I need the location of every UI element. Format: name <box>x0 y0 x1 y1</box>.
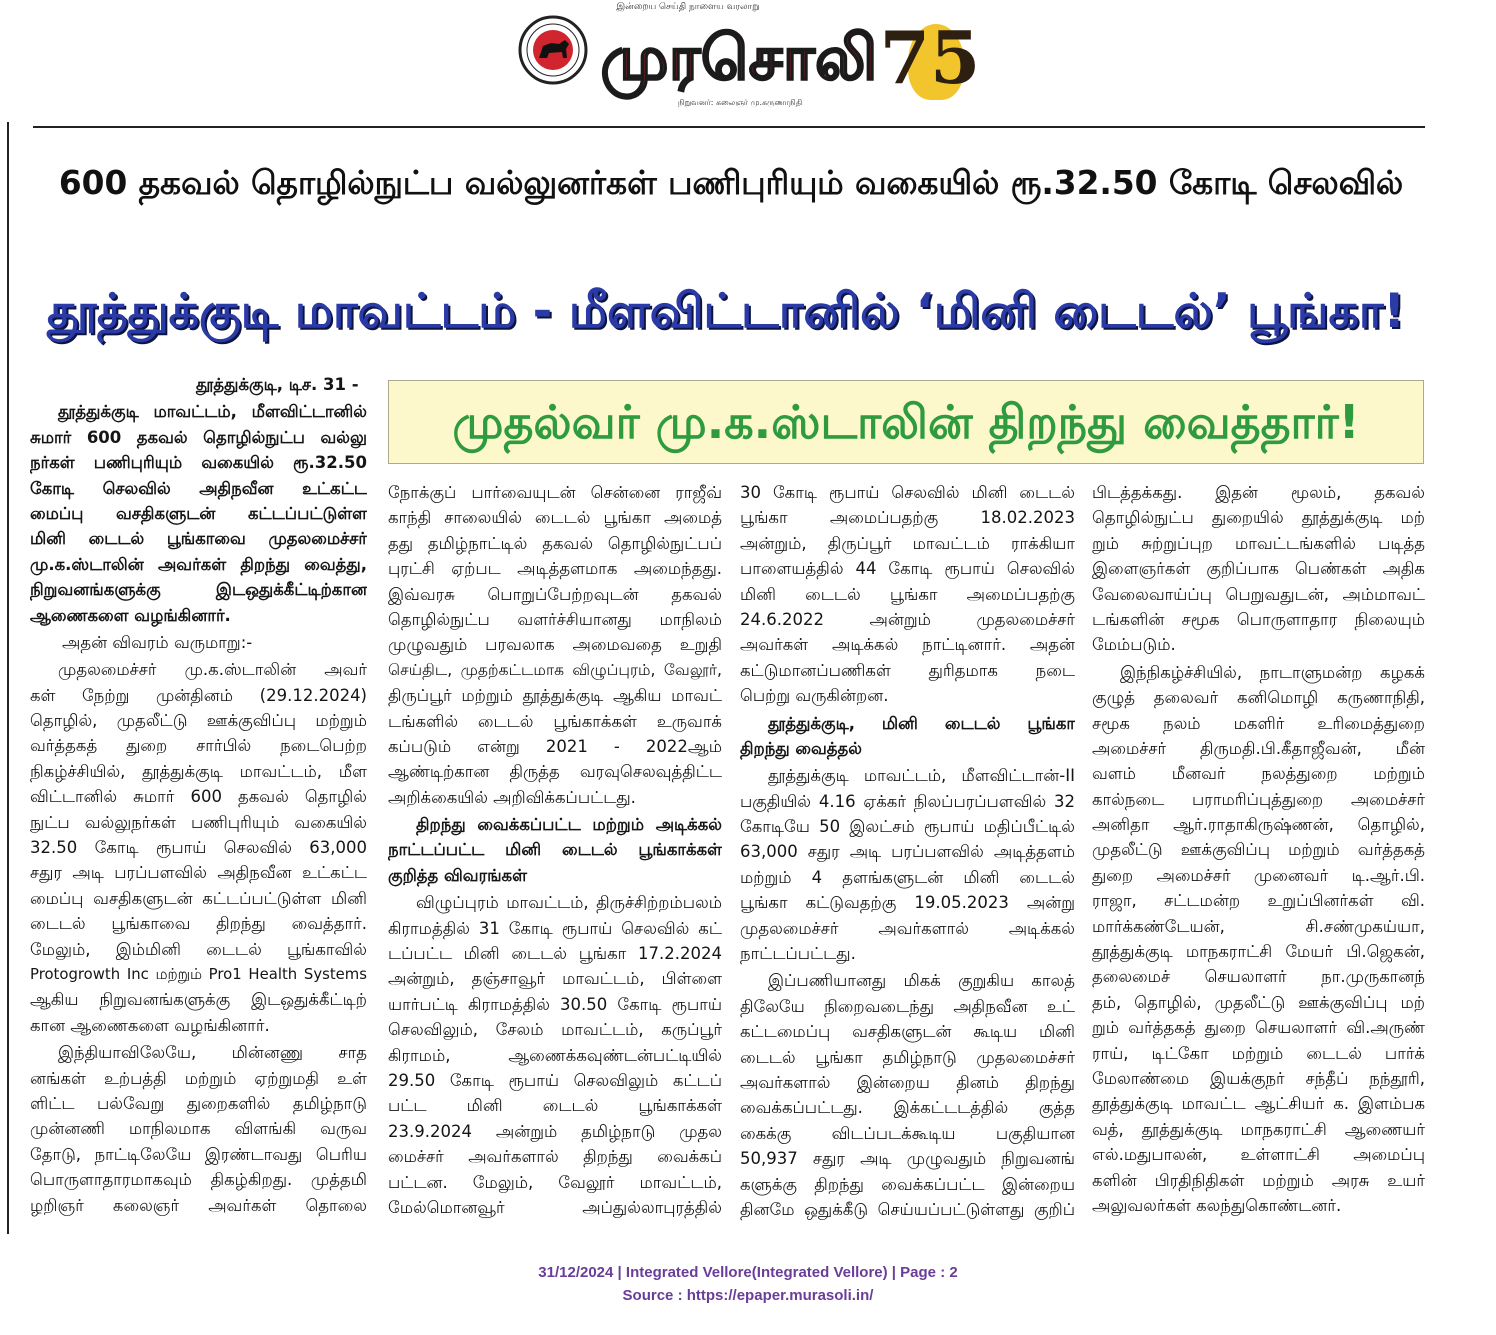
text-line: விட்டானில் சுமார் 600 தகவல் தொழில் <box>30 787 367 807</box>
text-line: அலுவலர்கள் கலந்துகொண்டனர். <box>1092 1195 1342 1215</box>
text-line: தம், தொழில், முதலீட்டு ஊக்குவிப்பு மற் <box>1092 992 1425 1012</box>
text-line: மேல்மொனவூர் அப்துல்லாபுரத்தில் <box>388 1197 722 1217</box>
subheading <box>388 812 722 888</box>
article-column-3 <box>740 480 1075 1222</box>
text-line: கட்டமைப்பு வசதிகளுடன் கூடிய மினி <box>740 1022 1075 1042</box>
text-line: கான ஆணைகளை வழங்கினார். <box>30 1015 270 1035</box>
paragraph <box>30 1040 367 1218</box>
text-line: வேலைவாய்ப்பு பெறுவதுடன், அம்மாவட் <box>1092 584 1425 604</box>
text-line: கள் நேற்று முன்தினம் (29.12.2024) <box>30 685 367 705</box>
text-line: தொழில்நுட்ப வளர்ச்சியானது மாநிலம் <box>388 609 722 629</box>
dateline <box>30 372 367 397</box>
text-line: பகுதியில் 4.16 ஏக்கர் நிலப்பரப்பளவில் 32 <box>740 791 1075 811</box>
text-line: 23.9.2024 அன்றும் தமிழ்நாடு முதல <box>388 1121 722 1141</box>
text-line: அவர்கள் அடிக்கல் நாட்டினார். அதன் <box>740 635 1075 655</box>
text-line: டைடல் பூங்கா தமிழ்நாடு முதலமைச்சர் <box>740 1047 1075 1067</box>
text-line: அதன் விவரம் வருமாறு:- <box>62 632 253 652</box>
text-line: நோக்குப் பார்வையுடன் சென்னை ராஜீவ் <box>388 483 722 502</box>
text-line: டங்களின் சமூக பொருளாதார நிலையும் <box>1092 609 1425 629</box>
kicker-headline: 600 தகவல் தொழில்நுட்ப வல்லுனர்கள் பணிபுரியும் வகையில் ரூ.32.50 கோடி செலவில் <box>58 164 1404 202</box>
text-line: டப்பட்ட மினி டைடல் பூங்கா 17.2.2024 <box>388 944 722 964</box>
text-line: பட்டன. மேலும், வேலூர் மாவட்டம், <box>388 1172 722 1192</box>
text-line: தொழில், முதலீட்டு ஊக்குவிப்பு மற்றும் <box>30 711 367 731</box>
text-line: இந்தியாவிலேயே, மின்னணு சாத <box>58 1043 367 1063</box>
text-line: குழுத் தலைவர் கனிமொழி கருணாநிதி, <box>1092 688 1425 708</box>
text-line: தூத்துக்குடி, டிச. 31 - <box>196 375 359 394</box>
text-line: மு.க.ஸ்டாலின் அவர்கள் திறந்து வைத்து, <box>30 554 367 574</box>
text-line: முதலீட்டு ஊக்குவிப்பு மற்றும் வர்த்தகத் <box>1092 840 1425 860</box>
text-line: கிராமத்தில் 31 கோடி ரூபாய் செலவில் கட் <box>388 918 722 938</box>
masthead-tagline: இன்றைய செய்தி நாளைய வரலாறு <box>616 2 760 12</box>
text-line: திலேயே நிறைவடைந்து அதிநவீன உட் <box>740 996 1075 1016</box>
footer-edition-info: 31/12/2024 | Integrated Vellore(Integrated Vellore) | Page : 2 <box>538 1264 958 1281</box>
text-line: கட்டுமானப்பணிகள் துரிதமாக நடை <box>740 660 1075 680</box>
footer-source: Source : https://epaper.murasoli.in/ <box>622 1287 874 1304</box>
text-line: பூங்கா கட்டுவதற்கு 19.05.2023 அன்று <box>740 893 1075 913</box>
intro-line <box>30 630 367 655</box>
text-line: அனிதா ஆர்.ராதாகிருஷ்ணன், தொழில், <box>1092 815 1425 835</box>
text-line: மார்க்கண்டேயன், சி.சண்முகய்யா, <box>1092 916 1425 936</box>
text-line: ஆகிய நிறுவனங்களுக்கு இடஒதுக்கீட்டிற் <box>30 990 367 1010</box>
text-line: தது தமிழ்நாட்டில் தகவல் தொழில்நுட்பப் <box>388 533 722 553</box>
text-line: வர்த்தகத் துறை சார்பில் நடைபெற்ற <box>30 736 367 756</box>
text-line: தலைமைச் செயலாளர் நா.முருகானந் <box>1092 967 1425 987</box>
subhead-box <box>388 380 1424 464</box>
text-line: பூங்கா அமைப்பதற்கு 18.02.2023 <box>740 508 1075 528</box>
text-line: மேலாண்மை இயக்குநர் சந்தீப் நந்தூரி, <box>1092 1068 1425 1088</box>
masthead-founder: நிறுவனர்: கலைஞர் மு.கருணாநிதி <box>677 98 803 107</box>
text-line: மற்றும் 4 தளங்களுடன் மினி டைடல் <box>740 867 1075 887</box>
text-line: யார்பட்டி கிராமத்தில் 30.50 கோடி ரூபாய் <box>388 994 722 1014</box>
text-line: இப்பணியானது மிகக் குறுகிய காலத் <box>768 971 1075 991</box>
text-line: வளம் மீனவர் நலத்துறை மற்றும் <box>1092 764 1425 784</box>
text-line: னங்கள் உற்பத்தி மற்றும் ஏற்றுமதி உள் <box>30 1068 367 1088</box>
text-line: தொழில்நுட்ப துறையில் தூத்துக்குடி மற் <box>1092 508 1425 528</box>
text-line: தினமே ஒதுக்கீடு செய்யப்பட்டுள்ளது குறிப் <box>740 1199 1075 1219</box>
text-line: முதலமைச்சர் மு.க.ஸ்டாலின் அவர் <box>58 660 367 680</box>
text-line: நாட்டப்பட்டது. <box>740 944 856 964</box>
text-line: நர்கள் பணிபுரியும் வகையில் ரூ.32.50 <box>30 453 367 473</box>
text-line: பொருளாதாரமாகவும் திகழ்கிறது. முத்தமி <box>30 1170 367 1190</box>
text-line: புரட்சி ஏற்பட அடித்தளமாக அமைந்தது. <box>388 559 722 579</box>
text-line: 50,937 சதுர அடி முழுவதும் நிறுவனங் <box>740 1149 1075 1169</box>
text-line: 63,000 சதுர அடி பரப்பளவில் அடித்தளம் <box>740 842 1075 862</box>
murasoli-logo <box>517 14 589 86</box>
text-line: தூத்துக்குடி மாநகராட்சி மேயர் பி.ஜெகன், <box>1092 942 1425 962</box>
text-line: தூத்துக்குடி மாவட்டம், மீளவிட்டான்-II <box>768 766 1075 786</box>
text-line: டங்களில் டைடல் பூங்காக்கள் உருவாக் <box>388 711 722 731</box>
text-line: சதுர அடி பரப்பளவில் அதிநவீன உட்கட்ட <box>30 863 367 883</box>
text-line: நிறுவனங்களுக்கு இடஒதுக்கீட்டிற்கான <box>30 580 367 600</box>
text-line: விழுப்புரம் மாவட்டம், திருச்சிற்றம்பலம் <box>416 893 722 913</box>
paragraph <box>1092 660 1425 1219</box>
article-column-2 <box>388 480 722 1220</box>
text-line: நுட்ப வல்லுநர்கள் பணிபுரியும் வகையில் <box>30 812 367 832</box>
text-line: பட்ட மினி டைடல் பூங்காக்கள் <box>388 1096 722 1116</box>
text-line: 32.50 கோடி ரூபாய் செலவில் 63,000 <box>30 838 367 858</box>
text-line: மைப்பு வசதிகளுடன் கட்டப்பட்டுள்ள <box>30 503 367 523</box>
text-line: மேம்படும். <box>1092 635 1176 655</box>
text-line: நாட்டப்பட்ட மினி டைடல் பூங்காக்கள் <box>388 840 722 860</box>
paragraph <box>740 763 1075 966</box>
article-column-4 <box>1092 480 1425 1218</box>
text-line: Protogrowth Inc மற்றும் Pro1 Health Systems <box>30 964 367 983</box>
text-line: கப்படும் என்று 2021 - 2022ஆம் <box>388 736 722 756</box>
text-line: மைச்சர் அவர்களால் திறந்து வைக்கப் <box>388 1147 722 1167</box>
text-line: வத், தூத்துக்குடி மாநகராட்சி ஆணையர் <box>1092 1119 1425 1139</box>
text-line: ளிட்ட பல்வேறு துறைகளில் தமிழ்நாடு <box>30 1093 367 1113</box>
text-line: மினி டைடல் பூங்காவை முதலமைச்சர் <box>30 529 367 549</box>
continued-paragraph <box>740 480 1075 709</box>
text-line: கோடியே 50 இலட்சம் ரூபாய் மதிப்பீட்டில் <box>740 817 1075 837</box>
text-line: ஆண்டிற்கான திருத்த வரவுசெலவுத்திட்ட <box>388 762 722 782</box>
text-line: மினி டைடல் பூங்கா அமைப்பதற்கு <box>740 584 1075 604</box>
text-line: பிடத்தக்கது. இதன் மூலம், தகவல் <box>1092 483 1425 502</box>
text-line: பெற்று வருகின்றன. <box>740 686 889 706</box>
text-line: அவர்களால் இன்றைய தினம் திறந்து <box>740 1072 1075 1092</box>
text-line: முழுவதும் பரவலாக அமைவதை உறுதி <box>388 635 722 655</box>
text-line: தூத்துக்குடி மாவட்ட ஆட்சியர் க. இளம்பக <box>1092 1094 1425 1114</box>
text-line: சமூக நலம் மகளிர் உரிமைத்துறை <box>1092 713 1425 733</box>
article-column-1 <box>30 372 367 1218</box>
text-line: வைக்கப்பட்டது. இக்கட்டடத்தில் குத்த <box>740 1098 1075 1118</box>
text-line: ழறிஞர் கலைஞர் அவர்கள் தொலை <box>30 1195 367 1215</box>
text-line: ராய், டிட்கோ மற்றும் டைடல் பார்க் <box>1092 1043 1425 1063</box>
text-line: சுமார் 600 தகவல் தொழில்நுட்ப வல்லு <box>30 427 367 447</box>
anniversary-number: 75 <box>879 16 981 101</box>
text-line: செய்திட, முதற்கட்டமாக விழுப்புரம், வேலூர், <box>388 660 722 679</box>
left-rule <box>7 122 9 1234</box>
newspaper-name: முரசொலி <box>600 22 878 94</box>
text-line: இவ்வரசு பொறுப்பேற்றவுடன் தகவல் <box>388 584 722 604</box>
text-line: செலவிலும், சேலம் மாவட்டம், கருப்பூர் <box>388 1020 722 1040</box>
lead-paragraph <box>30 399 367 628</box>
text-line: நிகழ்ச்சியில், தூத்துக்குடி மாவட்டம், மீள <box>30 761 367 781</box>
continued-paragraph <box>1092 480 1425 658</box>
text-line: பாளையத்தில் 44 கோடி ரூபாய் செலவில் <box>740 559 1075 579</box>
text-line: துறை அமைச்சர் முனைவர் டி.ஆர்.பி. <box>1092 865 1425 885</box>
text-line: அமைச்சர் திருமதி.பி.கீதாஜீவன், மீன் <box>1092 738 1425 758</box>
top-rule <box>33 126 1425 128</box>
text-line: 24.6.2022 அன்றும் முதலமைச்சர் <box>740 609 1075 629</box>
subheading <box>740 711 1075 762</box>
text-line: ராஜா, சட்டமன்ற உறுப்பினர்கள் வி. <box>1092 891 1425 911</box>
text-line: றும் வர்த்தகத் துறை செயலாளர் வி.அருண் <box>1092 1018 1425 1038</box>
text-line: கோடி செலவில் அதிநவீன உட்கட்ட <box>30 478 367 498</box>
text-line: எல்.மதுபாலன், உள்ளாட்சி அமைப்பு <box>1092 1145 1425 1165</box>
text-line: அன்றும், திருப்பூர் மாவட்டம் ராக்கியா <box>740 533 1075 553</box>
text-line: அன்றும், தஞ்சாவூர் மாவட்டம், பிள்ளை <box>388 969 722 989</box>
text-line: 29.50 கோடி ரூபாய் செலவிலும் கட்டப் <box>388 1070 722 1090</box>
text-line: அறிக்கையில் அறிவிக்கப்பட்டது. <box>388 787 636 807</box>
text-line: களுக்கு திறந்து வைக்கப்பட்ட இன்றைய <box>740 1174 1075 1194</box>
text-line: கிராமம், ஆணைக்கவுண்டன்பட்டியில் <box>388 1045 722 1065</box>
text-line: திருப்பூர் மற்றும் தூத்துக்குடி ஆகிய மாவட் <box>388 686 722 706</box>
text-line: தூத்துக்குடி, மினி டைடல் பூங்கா <box>768 713 1075 733</box>
text-line: திறந்து வைக்கப்பட்ட மற்றும் அடிக்கல் <box>416 815 722 835</box>
text-line: முதலமைச்சர் அவர்களால் அடிக்கல் <box>740 918 1075 938</box>
text-line: கைக்கு விடப்படக்கூடிய பகுதியான <box>740 1123 1075 1143</box>
text-line: ஆணைகளை வழங்கினார். <box>30 605 231 625</box>
text-line: கால்நடை பராமரிப்புத்துறை அமைச்சர் <box>1092 789 1425 809</box>
text-line: டைடல் பூங்காவை திறந்து வைத்தார். <box>30 914 367 934</box>
subhead-text: முதல்வர் மு.க.ஸ்டாலின் திறந்து வைத்தார்! <box>452 395 1360 449</box>
text-line: களின் பிரதிநிதிகள் மற்றும் அரசு உயர் <box>1092 1170 1425 1190</box>
anniversary-badge <box>878 4 982 114</box>
text-line: குறித்த விவரங்கள் <box>388 865 527 885</box>
logo-emblem-icon <box>517 14 589 86</box>
continued-paragraph <box>388 480 722 810</box>
paragraph <box>388 890 722 1220</box>
text-line: தூத்துக்குடி மாவட்டம், மீளவிட்டானில் <box>58 402 367 422</box>
text-line: மேலும், இம்மினி டைடல் பூங்காவில் <box>30 939 367 959</box>
text-line: இளைஞர்கள் குறிப்பாக பெண்கள் அதிக <box>1092 559 1425 579</box>
text-line: காந்தி சாலையில் டைடல் பூங்கா அமைத் <box>388 508 722 528</box>
main-headline: தூத்துக்குடி மாவட்டம் - மீளவிட்டானில் ‘மினி டைடல்’ பூங்கா! <box>47 284 1405 339</box>
text-line: முன்னணி மாநிலமாக விளங்கி வருவ <box>30 1119 367 1139</box>
paragraph <box>740 968 1075 1222</box>
text-line: மைப்பு வசதிகளுடன் கட்டப்பட்டுள்ள மினி <box>30 888 367 908</box>
paragraph <box>30 657 367 1038</box>
text-line: றும் சுற்றுப்புற மாவட்டங்களில் படித்த <box>1092 533 1425 553</box>
text-line: 30 கோடி ரூபாய் செலவில் மினி டைடல் <box>740 483 1075 502</box>
text-line: இந்நிகழ்ச்சியில், நாடாளுமன்ற கழகக் <box>1120 662 1425 682</box>
text-line: திறந்து வைத்தல் <box>740 738 862 758</box>
text-line: தோடு, நாட்டிலேயே இரண்டாவது பெரிய <box>30 1144 367 1164</box>
